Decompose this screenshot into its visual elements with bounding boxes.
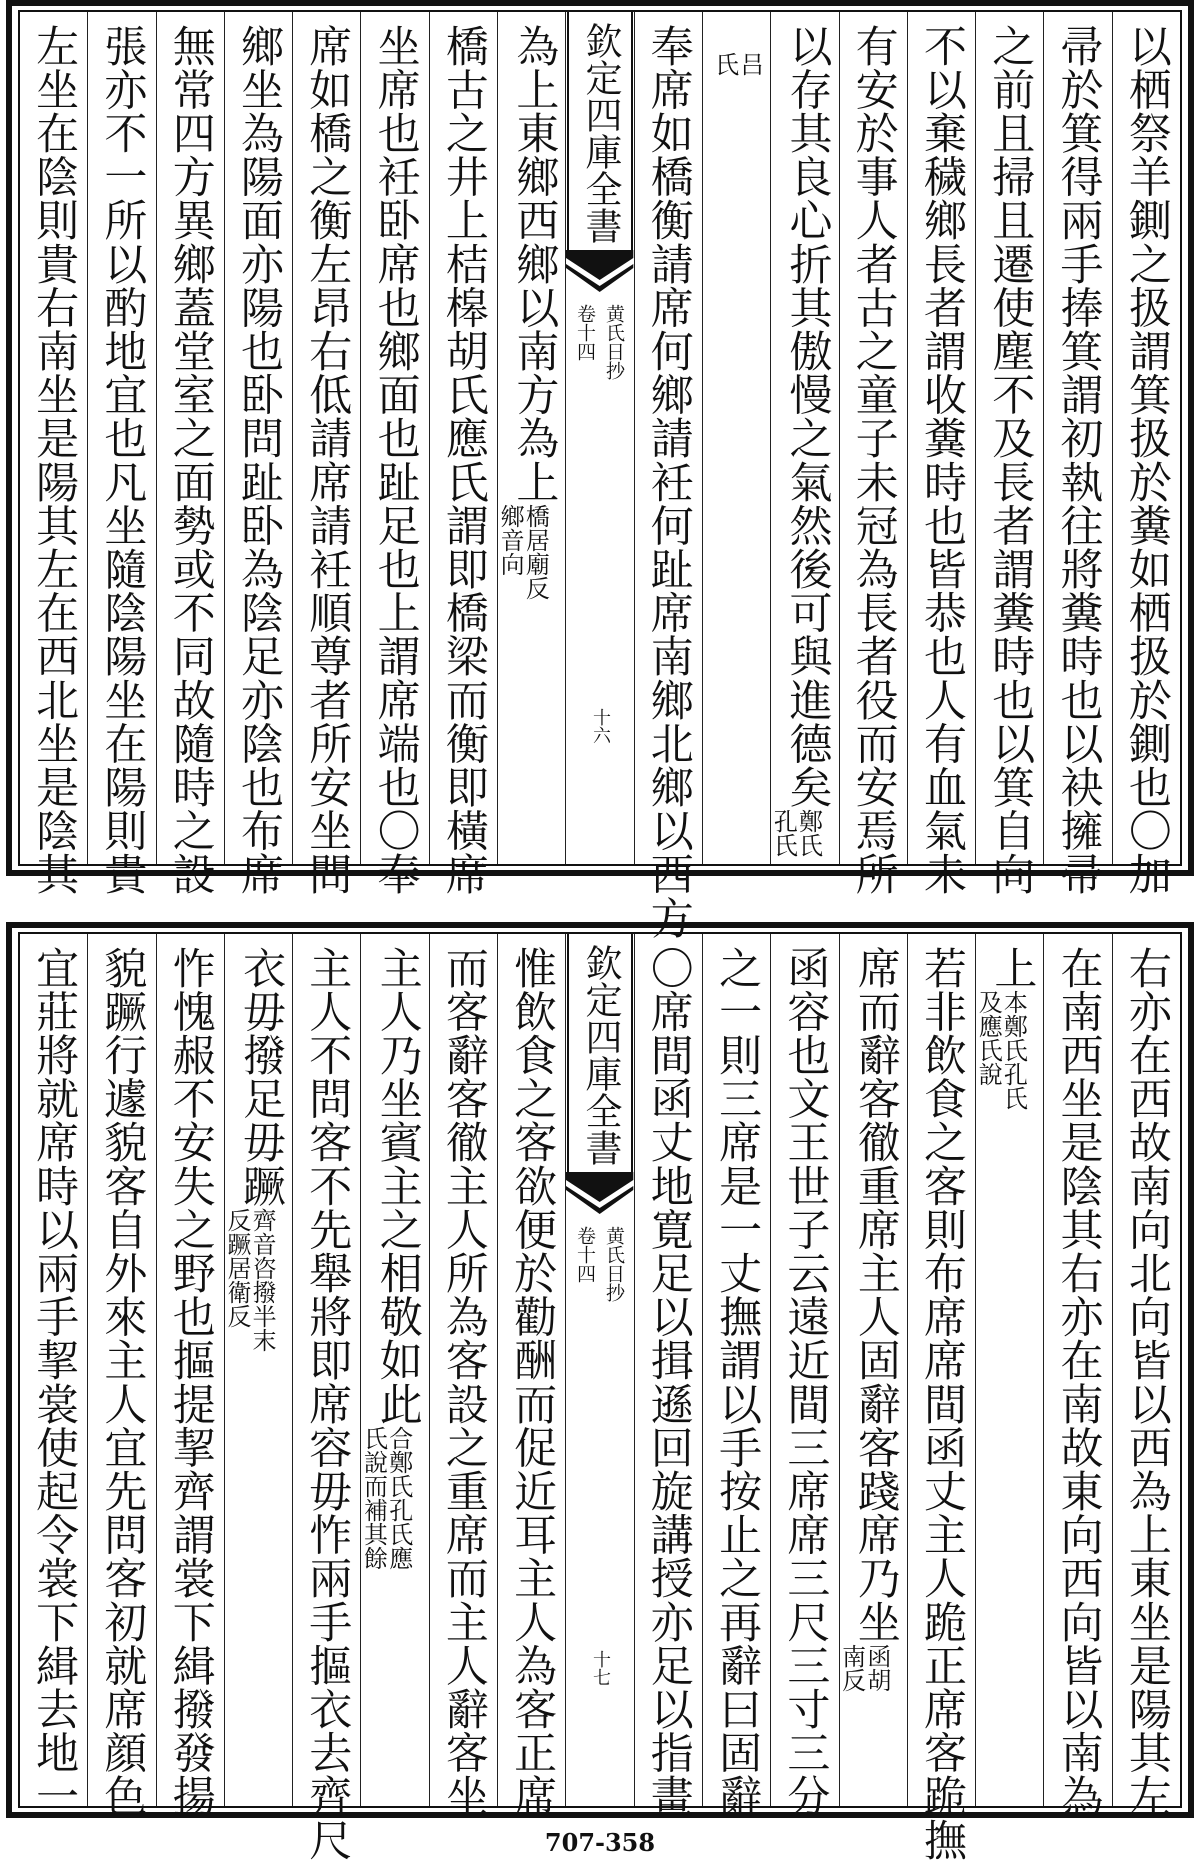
text-column [839, 12, 907, 896]
text-column [360, 934, 428, 1806]
column-text: 怍愧赧不安失之野也摳提挈齊謂裳下緝撥發揚 [165, 946, 216, 1818]
column-text: 帚於箕得兩手捧箕謂初執往將糞時也以袂擁帚 [1053, 24, 1104, 896]
column-text: 貌蹶行遽貌客自外來主人宜先問客初就席顔色 [97, 946, 148, 1818]
commentary-line: 及應氏說 [974, 989, 1003, 1086]
column-text: 之前且掃且遷使塵不及長者謂糞時也以箕自向 [985, 24, 1036, 896]
text-column [224, 934, 292, 1806]
text-column [634, 12, 702, 940]
volume-label-line: 黄氏日抄 [602, 1226, 625, 1302]
column-text: 上 [987, 946, 1038, 990]
volume-label [572, 304, 628, 380]
center-fold-column [565, 12, 633, 864]
commentary-line: 齊音咨撥半末 [248, 1207, 277, 1352]
commentary-line: 南反 [837, 1643, 866, 1692]
text-column [1043, 12, 1111, 896]
column-text: 右亦在西故南向北向皆以西為上東坐是陽其左 [1121, 946, 1172, 1818]
interlinear-commentary [359, 934, 413, 1570]
book-title: 欽定四庫全書 [567, 934, 633, 1172]
text-column [770, 12, 838, 864]
text-column [839, 934, 907, 1806]
volume-label-line: 黄氏日抄 [602, 304, 625, 380]
text-column [497, 934, 565, 1818]
text-column [292, 934, 360, 1862]
commentary-line: 橋居廟反 [521, 503, 550, 600]
commentary-line: 氏 [710, 52, 739, 76]
column-text: 有安於事人者古之童子未冠為長者役而安焉所 [848, 24, 899, 896]
text-column [360, 12, 428, 896]
text-column [1112, 934, 1180, 1818]
volume-label-line: 卷十四 [573, 304, 596, 361]
leaf-number: 十六 [589, 708, 611, 744]
column-text: 鄉坐為陽面亦陽也卧問趾卧為陰足亦陰也布席 [233, 24, 284, 896]
interlinear-commentary [222, 934, 277, 1352]
text-column [429, 12, 497, 896]
text-column [634, 934, 702, 1818]
column-text: 坐席也衽卧席也鄉面也趾足也上謂席端也〇奉 [370, 24, 421, 896]
text-column [497, 12, 565, 864]
text-column [1112, 12, 1180, 896]
book-title: 欽定四庫全書 [567, 12, 633, 250]
text-column [156, 12, 224, 896]
column-text: 主人不問客不先舉將即席容毋怍兩手摳衣去齊尺 [302, 946, 353, 1862]
column-text: 為上東鄉西鄉以南方為上 [509, 24, 560, 504]
column-text: 無常四方異鄉蓋堂室之面勢或不同故隨時之設 [165, 24, 216, 896]
leaf-number: 十七 [589, 1650, 611, 1686]
text-column [702, 12, 770, 864]
column-text: 以栖祭羊鍘之扱謂箕扱於糞如栖扱於鍘也〇加 [1121, 24, 1172, 896]
text-column [1043, 934, 1111, 1818]
fishtail-ornament-icon [566, 250, 633, 300]
column-text: 宜莊將就席時以兩手挈裳使起令裳下緝去地一 [29, 946, 80, 1818]
column-text: 若非飲食之客則布席席間函丈主人跪正席客跪撫 [916, 946, 967, 1862]
column-text: 主人乃坐賓主之相敬如此 [372, 946, 423, 1426]
column-text: 惟飲食之客欲便於勸酬而促近耳主人為客正席 [507, 946, 558, 1818]
text-column [429, 934, 497, 1818]
center-fold-column [565, 934, 633, 1806]
text-column [975, 934, 1043, 1806]
text-column [907, 934, 975, 1862]
text-column [87, 12, 155, 896]
volume-label [572, 1226, 628, 1302]
text-column [20, 934, 87, 1818]
text-column [87, 934, 155, 1818]
text-column [20, 12, 87, 896]
text-column [975, 12, 1043, 896]
column-text: 席如橋之衡左昂右低請席請衽順尊者所安坐問 [302, 24, 353, 896]
column-text: 橋古之井上桔槔胡氏應氏謂即橋梁而衡即橫席 [438, 24, 489, 896]
interlinear-commentary [496, 12, 550, 600]
fishtail-ornament-icon [566, 1172, 633, 1222]
interlinear-commentary [710, 12, 764, 864]
column-text: 不以棄穢鄉長者謂收糞時也皆恭也人有血氣未 [916, 24, 967, 896]
commentary-line: 函胡 [862, 1643, 891, 1692]
commentary-line: 鄉音向 [496, 503, 525, 576]
column-text: 左坐在陰則貴右南坐是陽其左在西北坐是陰其 [29, 24, 80, 896]
column-text: 函容也文王世子云遠近間三席席三尺三寸三分 [780, 946, 831, 1818]
commentary-line: 本鄭氏孔氏 [999, 989, 1028, 1110]
column-text: 衣毋撥足毋蹶 [236, 946, 287, 1208]
commentary-line: 孔氏 [769, 808, 798, 857]
text-column [702, 934, 770, 1818]
column-text: 之一則三席是一丈撫謂以手按止之再辭曰固辭 [712, 946, 763, 1818]
column-text: 〇席間函丈地寛足以揖遜回旋講授亦足以指畫 [643, 946, 694, 1818]
column-text: 以存其良心折其傲慢之氣然後可與進德矣 [782, 24, 833, 809]
column-text: 在南西坐是陰其右亦在南故東向西向皆以南為 [1053, 946, 1104, 1818]
text-column [907, 12, 975, 896]
commentary-line: 合鄭氏孔氏應 [384, 1425, 413, 1570]
interlinear-commentary [837, 934, 891, 1692]
text-column [770, 934, 838, 1818]
column-text: 而客辭客徹主人所為客設之重席而主人辭客坐 [438, 946, 489, 1818]
plate-number: 707-358 [544, 1828, 656, 1857]
volume-label-line: 卷十四 [573, 1226, 596, 1283]
interlinear-commentary [974, 934, 1028, 1110]
interlinear-commentary [769, 12, 823, 857]
column-text: 張亦不一所以酌地宜也凡坐隨陰陽坐在陽則貴 [97, 24, 148, 896]
column-text: 奉席如橋衡請席何鄉請衽何趾席南鄉北鄉以西方 [643, 24, 694, 940]
upper-page-columns [20, 12, 1180, 940]
commentary-line: 吕 [735, 52, 764, 76]
text-column [292, 12, 360, 896]
upper-page-frame [6, 0, 1194, 940]
commentary-line: 鄭氏 [794, 808, 823, 857]
column-text: 席而辭客徹重席主人固辭客踐席乃坐 [850, 946, 901, 1644]
commentary-line: 氏說而補其餘 [359, 1425, 388, 1570]
text-column [156, 934, 224, 1818]
text-column [224, 12, 292, 896]
commentary-line: 反蹶居衛反 [222, 1207, 251, 1328]
